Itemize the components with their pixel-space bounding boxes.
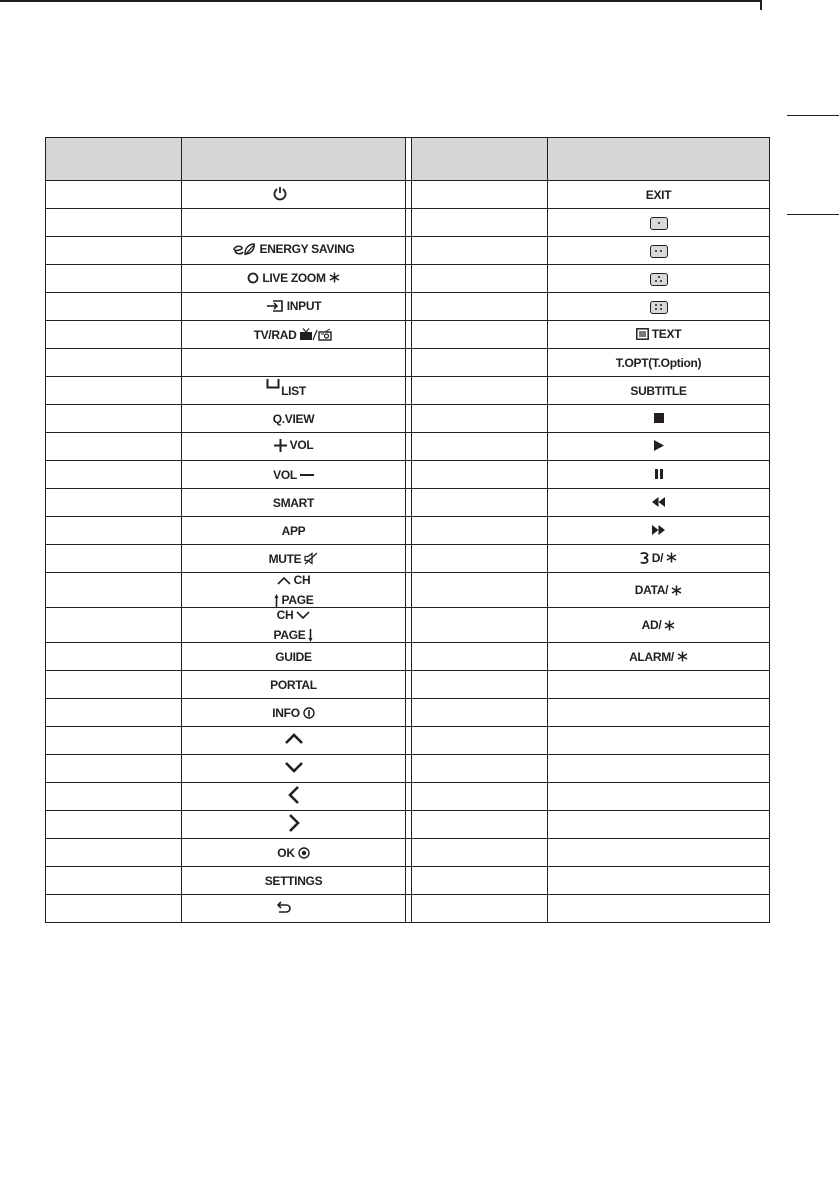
- table-row: [46, 699, 770, 727]
- settings-key: SETTINGS: [264, 873, 323, 888]
- left-arrow-icon: [288, 785, 300, 805]
- page-up-key: [274, 593, 314, 607]
- energy-saving-key: [232, 242, 354, 256]
- 3d-label: D/: [651, 550, 664, 565]
- table-row: [46, 237, 770, 265]
- text-label: TEXT: [651, 326, 682, 341]
- side-tab-mark-top: [787, 115, 839, 116]
- table-row: [46, 643, 770, 671]
- data-key: [635, 583, 682, 597]
- ok-label: OK: [277, 845, 295, 860]
- table-row: [46, 377, 770, 405]
- audio-description-label: AD/: [641, 618, 662, 632]
- stop-icon: [654, 413, 664, 423]
- table-row: [46, 867, 770, 895]
- rewind-icon: [652, 497, 665, 507]
- table-row: [46, 181, 770, 209]
- app-key: APP: [281, 523, 306, 538]
- channel-up-key: [277, 573, 311, 587]
- input-key: [266, 299, 322, 313]
- table-row: [46, 489, 770, 517]
- table-row: [46, 545, 770, 573]
- table-row: [46, 405, 770, 433]
- plus-icon: [274, 439, 287, 452]
- side-tab-mark-bottom: [787, 214, 839, 215]
- color-key-2-dots-icon: [650, 245, 668, 258]
- input-label: INPUT: [286, 298, 322, 313]
- t-option-key: T.OPT(T.Option): [615, 355, 702, 370]
- mute-label: MUTE: [268, 551, 302, 566]
- live-zoom-label: LIVE ZOOM: [262, 270, 326, 285]
- header-cell: [412, 138, 548, 181]
- list-key: LIST: [281, 383, 306, 398]
- play-icon: [654, 440, 664, 451]
- top-rule: [0, 0, 762, 2]
- alarm-key: [629, 650, 688, 664]
- down-arrow-icon: [284, 761, 304, 773]
- page-up-label: PAGE: [281, 593, 314, 607]
- mute-speaker-icon: [304, 552, 318, 565]
- table-row: [46, 839, 770, 867]
- live-zoom-key: [247, 271, 339, 285]
- fast-forward-icon: [652, 525, 665, 535]
- top-tick: [760, 0, 762, 10]
- table-row: [46, 321, 770, 349]
- channel-down-label: CH: [276, 608, 294, 622]
- table-header-row: [46, 138, 770, 181]
- q-view-key: Q.VIEW: [272, 411, 315, 426]
- header-cell: [46, 138, 182, 181]
- header-cell: [182, 138, 406, 181]
- table-row: [46, 293, 770, 321]
- guide-key: GUIDE: [275, 649, 312, 664]
- tv-rad-label: TV/RAD: [253, 327, 297, 342]
- table-row: [46, 608, 770, 643]
- chevron-up-icon: [277, 576, 291, 585]
- ok-target-icon: [298, 847, 310, 859]
- info-label: INFO: [272, 705, 300, 720]
- table-row: [46, 573, 770, 608]
- up-arrow-icon: [284, 733, 304, 745]
- back-icon: [277, 901, 291, 913]
- channel-down-key: [277, 608, 311, 622]
- teletext-icon: [636, 328, 649, 340]
- table-row: [46, 265, 770, 293]
- mute-key: [269, 552, 319, 566]
- page-down-arrow-icon: [308, 629, 313, 642]
- volume-down-label: VOL: [273, 467, 297, 482]
- space-icon: [266, 379, 280, 389]
- asterisk-icon: [677, 651, 688, 662]
- pause-icon: [655, 469, 663, 479]
- right-arrow-icon: [288, 813, 300, 833]
- three-icon: [640, 552, 649, 564]
- table-row: [46, 349, 770, 377]
- asterisk-icon: [664, 620, 675, 631]
- table-row: [46, 811, 770, 839]
- page-up-arrow-icon: [274, 594, 279, 607]
- volume-down-key: [273, 468, 314, 482]
- energy-saving-label: ENERGY SAVING: [259, 242, 355, 257]
- exit-key: EXIT: [645, 187, 672, 202]
- asterisk-icon: [329, 272, 340, 283]
- tv-rad-key: [254, 328, 334, 342]
- table-row: [46, 755, 770, 783]
- volume-up-label: VOL: [289, 438, 314, 453]
- color-key-1-dot-icon: [650, 217, 668, 230]
- table-row: [46, 895, 770, 923]
- audio-description-key: [642, 618, 676, 632]
- data-label: DATA/: [634, 583, 669, 597]
- text-key: [636, 327, 681, 341]
- power-icon: [273, 186, 287, 201]
- table-row: [46, 517, 770, 545]
- color-key-4-dots-icon: [650, 301, 668, 314]
- ok-key: [277, 846, 309, 860]
- smart-key: SMART: [272, 495, 315, 510]
- table-row: [46, 671, 770, 699]
- minus-icon: [300, 473, 314, 477]
- page-down-key: [274, 628, 314, 642]
- table-row: [46, 783, 770, 811]
- color-key-3-dots-icon: [650, 273, 668, 286]
- chevron-down-icon: [296, 611, 310, 620]
- info-icon: [303, 707, 315, 719]
- table-row: [46, 433, 770, 461]
- page-down-label: PAGE: [273, 628, 306, 642]
- remote-key-table: [45, 137, 770, 923]
- table-row: [46, 461, 770, 489]
- channel-up-label: CH: [293, 573, 311, 587]
- header-cell: [548, 138, 770, 181]
- portal-key: PORTAL: [270, 677, 317, 692]
- asterisk-icon: [671, 585, 682, 596]
- 3d-key: [640, 551, 677, 565]
- volume-up-key: [274, 438, 314, 452]
- tv-radio-icon: [299, 328, 333, 341]
- table-row: [46, 209, 770, 237]
- asterisk-icon: [666, 552, 677, 563]
- subtitle-key: SUBTITLE: [630, 383, 687, 398]
- alarm-label: ALARM/: [629, 649, 674, 664]
- table-row: [46, 727, 770, 755]
- info-key: [272, 706, 314, 720]
